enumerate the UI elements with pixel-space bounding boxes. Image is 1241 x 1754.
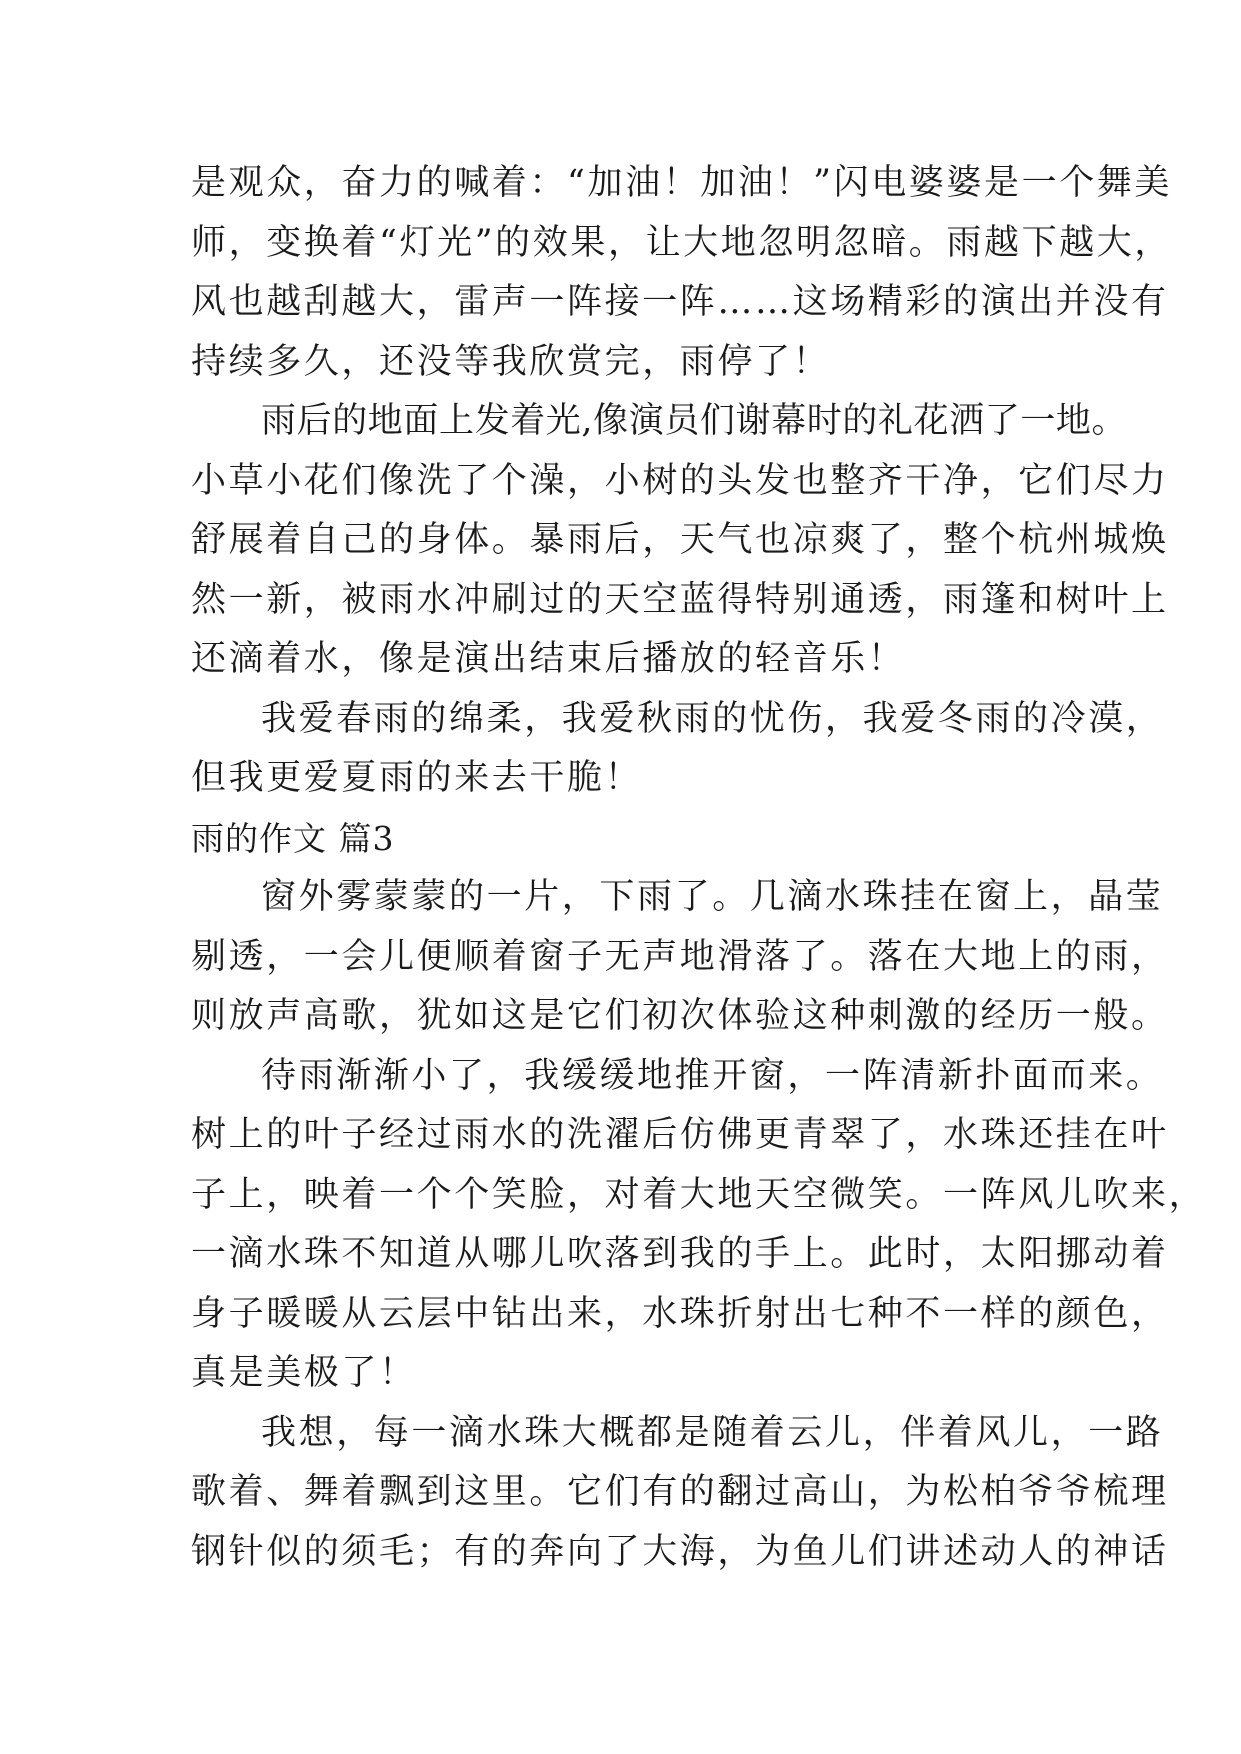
text-line: 真是美极了！: [191, 1353, 417, 1393]
text-line: 身子暖暖从云层中钻出来，水珠折射出七种不一样的颜色，: [191, 1293, 1169, 1334]
paragraph-first-line: 我想，每一滴水珠大概都是随着云儿，伴着风儿，一路: [261, 1412, 1164, 1453]
text-line: 舒展着自己的身体。暴雨后，天气也凉爽了，整个杭州城焕: [191, 520, 1169, 560]
paragraph-first-line: 我爱春雨的绵柔，我爱秋雨的忧伤，我爱冬雨的冷漠，: [261, 698, 1164, 739]
text-line: 是观众，奋力的喊着：“加油！加油！”闪电婆婆是一个舞美: [191, 163, 1172, 203]
text-line: 剔透，一会儿便顺着窗子无声地滑落了。落在大地上的雨，: [191, 936, 1169, 977]
text-line: 还滴着水，像是演出结束后播放的轻音乐！: [191, 639, 906, 679]
text-line: 一滴水珠不知道从哪儿吹落到我的手上。此时，太阳挪动着: [191, 1234, 1169, 1274]
paragraph-first-line: 雨后的地面上发着光,像演员们谢幕时的礼花洒了一地。: [261, 401, 1128, 441]
text-line: 树上的叶子经过雨水的洗濯后仿佛更青翠了，水珠还挂在叶: [191, 1115, 1169, 1155]
text-line: 师，变换着“灯光”的效果，让大地忽明忽暗。雨越下越大，: [191, 222, 1172, 263]
text-line: 子上，映着一个个笑脸，对着大地天空微笑。一阵风儿吹来，: [191, 1174, 1207, 1215]
text-line: 持续多久，还没等我欣赏完，雨停了！: [191, 341, 831, 382]
text-line: 钢针似的须毛；有的奔向了大海，为鱼儿们讲述动人的神话: [191, 1531, 1169, 1572]
text-line: 然一新，被雨水冲刷过的天空蓝得特别通透，雨篷和树叶上: [191, 579, 1169, 620]
paragraph-first-line: 待雨渐渐小了，我缓缓地推开窗，一阵清新扑面而来。: [261, 1055, 1164, 1096]
document-page: [191, 154, 1207, 1582]
paragraph-first-line: 窗外雾蒙蒙的一片，下雨了。几滴水珠挂在窗上，晶莹: [261, 877, 1164, 917]
section-heading: 雨的作文 篇3: [191, 818, 395, 858]
text-line: 歌着、舞着飘到这里。它们有的翻过高山，为松柏爷爷梳理: [191, 1472, 1169, 1512]
text-line: 则放声高歌，犹如这是它们初次体验这种刺激的经历一般。: [191, 996, 1169, 1036]
text-line: 小草小花们像洗了个澡，小树的头发也整齐干净，它们尽力: [191, 460, 1169, 501]
text-line: 风也越刮越大，雷声一阵接一阵……这场精彩的演出并没有: [191, 282, 1169, 322]
text-line: 但我更爱夏雨的来去干脆！: [191, 758, 643, 798]
